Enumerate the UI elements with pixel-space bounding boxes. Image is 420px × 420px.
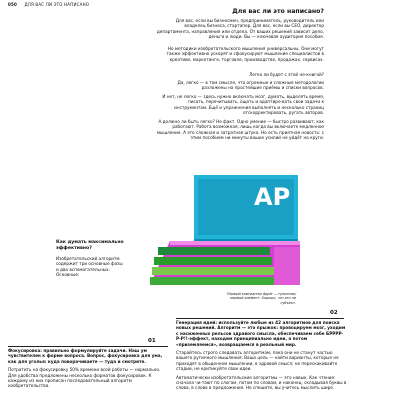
intro-paragraph-3: Легко ли будет с этой не-книгой? xyxy=(249,72,324,77)
phase-01-text: Потратить на фокусировку 50% времени всей работы — нормально. Для удобства предложены несколько форматов фокусировок. К каждому из них прописан последовательный алгоритм изобретательства. xyxy=(8,367,161,389)
running-title: ДЛЯ ВАС ЛИ ЭТО НАПИСАНО xyxy=(24,2,90,7)
keyboard-row-3 xyxy=(152,267,274,275)
phase-02-rule xyxy=(176,318,344,319)
phase-01-lead: Фокусировка: правильно формулируйте задачи. Наш ум чувствителен к форме вопроса. Вопрос, фокусировка для ума, как для уголья: куда поворачиваете — туда и смотрите. xyxy=(8,348,163,364)
phase-02-number: 02 xyxy=(330,310,338,316)
phase-02-text-2: Автоматически изобретательские алгоритмы — это навык. Как чтение: сначала чи-тают по слогам, потом по словам, и наконец, складывая буквы в слова, в слова в предложения. Не спешите, вы учитесь мыслить шире. xyxy=(176,374,347,391)
sidebar-text: Изобретательский алгоритм содержит три основные фазы и два вспомогательных. Основные: xyxy=(56,256,123,278)
apple-computer-illustration xyxy=(150,175,300,290)
keyboard-side xyxy=(274,247,300,285)
phase-02-lead: Генерация идей: используйте любые из 42 алгоритмов для поиска новых решений. Алгоритм — это прыжок: провоцируем мозг, уходим с насиженных рельсов здравого смысла, обеспечиваем себе БРРРР-Р-Р!!-эффект, находим принципиально идеи, а потом «приземляемся», возвращаемся в реальный мир. xyxy=(176,320,346,347)
keyboard-row-1 xyxy=(158,247,270,255)
phase-02-column xyxy=(176,320,348,394)
keyboard-row-2 xyxy=(154,257,272,265)
keyboard-edge xyxy=(170,241,300,245)
sidebar-title: Как думать максимально эффективно? xyxy=(56,240,124,251)
keyboard-row-4 xyxy=(150,277,276,285)
phase-01-number: 01 xyxy=(148,338,156,344)
running-header xyxy=(8,2,89,7)
section-title: Для вас ли это написано? xyxy=(232,8,324,15)
intro-paragraph-6: А должно ли быть легко? Не факт. Одно умение — быстро развивают, как работают. Работа возможная, лишь когда вы включаете медленное мышление. А это сложная и затратная штука. Но есть приятная новость: с этим пособием ни минуты ваших усилий не уйдёт на круги. xyxy=(156,119,324,141)
phase-01-rule xyxy=(8,346,168,347)
intro-paragraph-4: Да, легко — в том смысле, что огромные и сложные методологии разложены на простейшие приёмы и списки вопросов. xyxy=(177,80,324,91)
intro-paragraph-5: И нет, не легко — здесь нужно включать мозг, думать, выделять время, писать, перечитывать, ощать и адаптиро-вать свои задачи к инструментам. Ещё и упражнения выполнять и несколько страниц отскорректировать, ругать авторов. xyxy=(162,94,324,116)
monitor-label: AP xyxy=(254,183,291,211)
page-number: 050 xyxy=(8,2,17,7)
intro-paragraph-1: Для вас, если вы бизнесмен, предприниматель, руководитель или владелец бизнеса, стартапер. Для вас, если вы CEO, директор департамента, направления или отдела. От ваших решений зависит дело, деньги и люди. Вы — ключевая аудитория пособия. xyxy=(156,18,324,40)
image-caption: Первый компьютер Apple — тульпник/ первый элемент. Хорошо, что это не субъект. xyxy=(227,292,296,305)
intro-paragraph-2: Но методики изобретательского мышления универсальны. Они могут также эффективно ускорят и сфокусируют мышление специалистов в креативе, маркетинге, торговле, производстве, продажах, сервисах. xyxy=(166,46,324,62)
phase-02-text: Старайтесь строго следовать алгоритмам, пока они не станут частью вашего рутинного мышления. Ваша цель — найти варианты, которые не приходят в обыденном мышлении, в здравой смысл; не перескакивайте стадии, не критикуйте свои идеи. xyxy=(176,350,339,372)
phase-01-column xyxy=(8,348,170,392)
